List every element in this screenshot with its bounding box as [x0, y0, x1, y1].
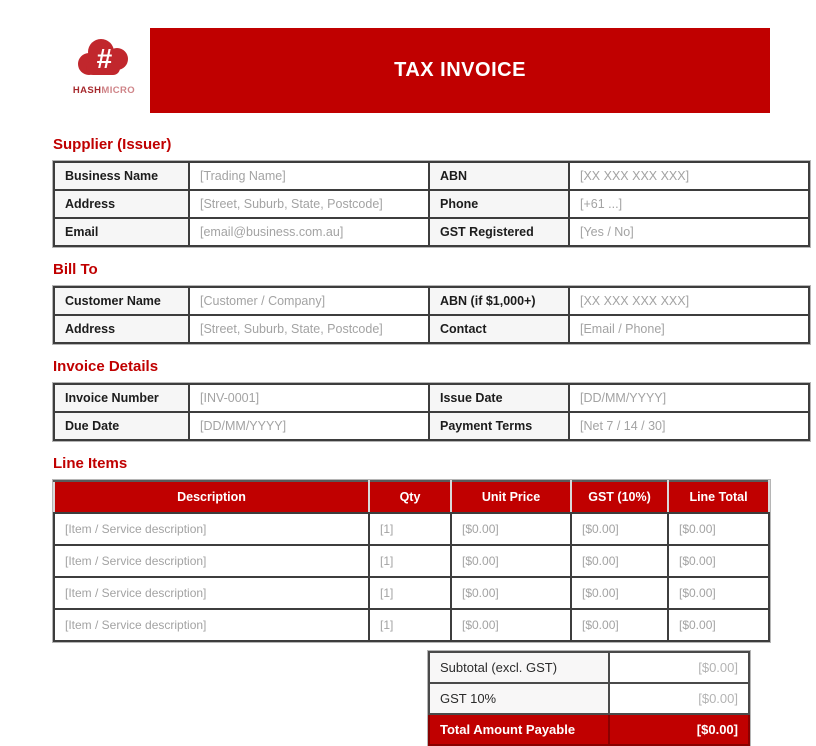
- field-label-customer-name: Customer Name: [54, 287, 189, 315]
- line-item-unit-price[interactable]: [$0.00]: [451, 513, 571, 545]
- field-value-business-name[interactable]: [Trading Name]: [189, 162, 429, 190]
- line-item-qty[interactable]: [1]: [369, 577, 451, 609]
- bill-to-table: [53, 286, 810, 344]
- field-value-customer-name[interactable]: [Customer / Company]: [189, 287, 429, 315]
- field-value-issue-date[interactable]: [DD/MM/YYYY]: [569, 384, 809, 412]
- field-value-abn[interactable]: [XX XXX XXX XXX]: [569, 162, 809, 190]
- field-label-abn: ABN: [429, 162, 569, 190]
- line-item-description[interactable]: [Item / Service description]: [54, 545, 369, 577]
- field-label-contact: Contact: [429, 315, 569, 343]
- invoice-body: [0, 136, 816, 746]
- field-label-invoice-number: Invoice Number: [54, 384, 189, 412]
- line-item-description[interactable]: [Item / Service description]: [54, 513, 369, 545]
- table-row: [54, 315, 809, 343]
- tax-invoice-banner: [150, 28, 770, 113]
- line-item-gst[interactable]: [$0.00]: [571, 513, 668, 545]
- hashmicro-logo: [64, 37, 144, 96]
- line-item-total[interactable]: [$0.00]: [668, 513, 769, 545]
- field-value-email[interactable]: [email@business.com.au]: [189, 218, 429, 246]
- field-value-customer-abn[interactable]: [XX XXX XXX XXX]: [569, 287, 809, 315]
- column-header-gst: GST (10%): [571, 481, 668, 513]
- invoice-details-table: [53, 383, 810, 441]
- cloud-hash-icon: [76, 43, 132, 83]
- line-item-total[interactable]: [$0.00]: [668, 577, 769, 609]
- gst-label: GST 10%: [429, 683, 609, 714]
- line-item-unit-price[interactable]: [$0.00]: [451, 577, 571, 609]
- brand-hash: HASH: [72, 85, 102, 96]
- field-value-invoice-number[interactable]: [INV-0001]: [189, 384, 429, 412]
- table-row: [54, 412, 809, 440]
- field-label-payment-terms: Payment Terms: [429, 412, 569, 440]
- field-label-due-date: Due Date: [54, 412, 189, 440]
- total-amount-row: [429, 714, 749, 745]
- line-item-description[interactable]: [Item / Service description]: [54, 609, 369, 641]
- supplier-table: [53, 161, 810, 247]
- line-items-table: [53, 480, 770, 642]
- line-item-gst[interactable]: [$0.00]: [571, 609, 668, 641]
- field-value-gst-registered[interactable]: [Yes / No]: [569, 218, 809, 246]
- header: [0, 0, 816, 113]
- field-label-gst-registered: GST Registered: [429, 218, 569, 246]
- line-item-qty[interactable]: [1]: [369, 609, 451, 641]
- line-item-row: [54, 609, 769, 641]
- line-item-description[interactable]: [Item / Service description]: [54, 577, 369, 609]
- gst-value[interactable]: [$0.00]: [609, 683, 749, 714]
- line-item-unit-price[interactable]: [$0.00]: [451, 609, 571, 641]
- table-row: [54, 384, 809, 412]
- field-label-email: Email: [54, 218, 189, 246]
- field-label-business-name: Business Name: [54, 162, 189, 190]
- page-title: TAX INVOICE: [394, 59, 526, 81]
- column-header-qty: Qty: [369, 481, 451, 513]
- svg-text:#: #: [96, 43, 112, 74]
- line-item-row: [54, 513, 769, 545]
- subtotal-value[interactable]: [$0.00]: [609, 652, 749, 683]
- field-value-address[interactable]: [Street, Suburb, State, Postcode]: [189, 190, 429, 218]
- line-item-row: [54, 577, 769, 609]
- brand-micro: MICRO: [101, 85, 136, 96]
- total-amount-label: Total Amount Payable: [429, 714, 609, 745]
- field-value-customer-address[interactable]: [Street, Suburb, State, Postcode]: [189, 315, 429, 343]
- field-value-due-date[interactable]: [DD/MM/YYYY]: [189, 412, 429, 440]
- field-value-phone[interactable]: [+61 ...]: [569, 190, 809, 218]
- field-value-contact[interactable]: [Email / Phone]: [569, 315, 809, 343]
- subtotal-label: Subtotal (excl. GST): [429, 652, 609, 683]
- line-item-gst[interactable]: [$0.00]: [571, 577, 668, 609]
- field-label-address: Address: [54, 190, 189, 218]
- line-item-row: [54, 545, 769, 577]
- line-item-qty[interactable]: [1]: [369, 513, 451, 545]
- line-item-qty[interactable]: [1]: [369, 545, 451, 577]
- line-item-gst[interactable]: [$0.00]: [571, 545, 668, 577]
- column-header-line-total: Line Total: [668, 481, 769, 513]
- total-amount-value[interactable]: [$0.00]: [609, 714, 749, 745]
- table-row: [54, 287, 809, 315]
- table-row: [54, 190, 809, 218]
- field-label-customer-address: Address: [54, 315, 189, 343]
- totals-table: [428, 651, 750, 746]
- section-heading-line-items: Line Items: [53, 455, 128, 472]
- section-heading-bill-to: Bill To: [53, 261, 98, 278]
- section-heading-invoice-details: Invoice Details: [53, 358, 159, 375]
- field-label-customer-abn: ABN (if $1,000+): [429, 287, 569, 315]
- line-items-header-row: [54, 481, 769, 513]
- line-item-unit-price[interactable]: [$0.00]: [451, 545, 571, 577]
- subtotal-row: [429, 652, 749, 683]
- field-label-phone: Phone: [429, 190, 569, 218]
- brand-text: [64, 85, 144, 96]
- column-header-description: Description: [54, 481, 369, 513]
- field-label-issue-date: Issue Date: [429, 384, 569, 412]
- line-item-total[interactable]: [$0.00]: [668, 545, 769, 577]
- section-heading-supplier: Supplier (Issuer): [53, 136, 172, 153]
- gst-row: [429, 683, 749, 714]
- field-value-payment-terms[interactable]: [Net 7 / 14 / 30]: [569, 412, 809, 440]
- line-item-total[interactable]: [$0.00]: [668, 609, 769, 641]
- table-row: [54, 162, 809, 190]
- column-header-unit-price: Unit Price: [451, 481, 571, 513]
- table-row: [54, 218, 809, 246]
